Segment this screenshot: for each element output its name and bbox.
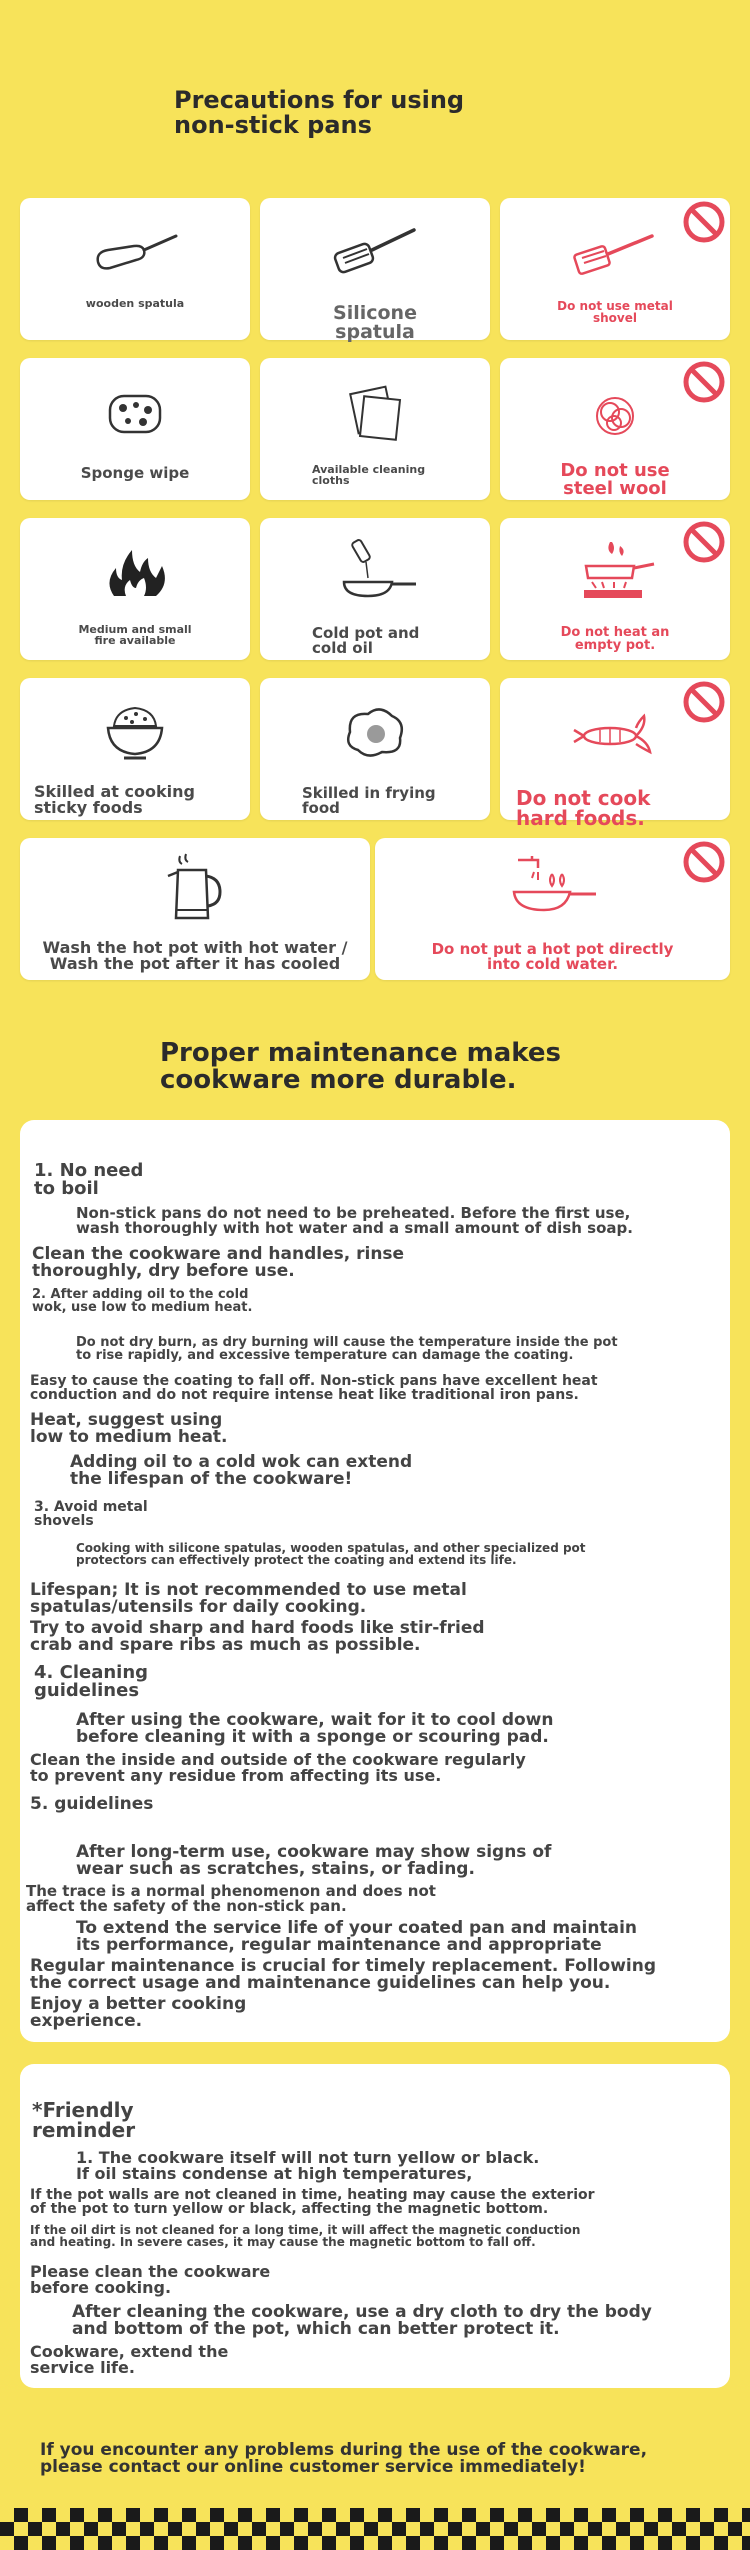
wooden-spatula-icon xyxy=(90,212,180,292)
body-text: Enjoy a better cooking experience. xyxy=(30,1994,247,2031)
card-silicone-spatula xyxy=(260,198,490,343)
card-label: Skilled at cooking sticky foods xyxy=(34,782,195,817)
body-text: If the pot walls are not cleaned in time, heating may cause the exterior of the pot to turn yellow or black, affecting the magnetic bottom. xyxy=(30,2187,595,2217)
body-text: Easy to cause the coating to fall off. Non-stick pans have excellent heat conduction and do not require intense heat like traditional iron pans. xyxy=(30,1373,598,1403)
body-text: The trace is a normal phenomenon and does not affect the safety of the non-stick pan. xyxy=(26,1882,436,1915)
card-label: Skilled in frying food xyxy=(302,784,436,817)
body-text: Adding oil to a cold wok can extend the lifespan of the cookware! xyxy=(70,1452,413,1489)
body-text: Cookware, extend the service life. xyxy=(30,2342,229,2377)
body-text: Try to avoid sharp and hard foods like stir-fried crab and spare ribs as much as possible. xyxy=(30,1618,485,1655)
body-text: Please clean the cookware before cooking. xyxy=(30,2262,271,2297)
body-text: 1. The cookware itself will not turn yellow or black. If oil stains condense at high temperatures, xyxy=(76,2148,540,2183)
body-text: After using the cookware, wait for it to cool down before cleaning it with a sponge or scouring pad. xyxy=(76,1710,554,1747)
card-label: Wash the hot pot with hot water / Wash the pot after it has cooled xyxy=(42,938,348,973)
empty-pot-on-stove-icon xyxy=(570,532,660,612)
oil-pan-icon xyxy=(330,532,420,612)
body-text: After long-term use, cookware may show signs of wear such as scratches, stains, or fading. xyxy=(76,1842,552,1879)
rice-bowl-icon xyxy=(90,692,180,772)
section-heading: 2. After adding oil to the cold wok, use low to medium heat. xyxy=(32,1287,253,1315)
prohibited-icon xyxy=(682,840,726,884)
card-no-metal-shovel xyxy=(500,198,730,340)
body-text: Clean the inside and outside of the cookware regularly to prevent any residue from affecting its use. xyxy=(30,1750,526,1785)
page-title: Precautions for using non-stick pans xyxy=(174,86,465,140)
maintenance-panel xyxy=(20,1120,730,2042)
fire-icon xyxy=(90,532,180,612)
card-label: Do not cook hard foods. xyxy=(516,786,651,830)
card-no-empty-pot xyxy=(500,518,730,660)
body-text: If the oil dirt is not cleaned for a long time, it will affect the magnetic conduction and heating. In severe cases, it may cause the magnetic bottom to fall off. xyxy=(30,2223,581,2249)
card-no-hard-foods xyxy=(500,678,730,830)
body-text: Lifespan; It is not recommended to use metal spatulas/utensils for daily cooking. xyxy=(30,1580,467,1617)
body-text: Cooking with silicone spatulas, wooden spatulas, and other specialized pot protectors can effectively protect the coating and extend its life. xyxy=(76,1541,586,1567)
body-text: Heat, suggest using low to medium heat. xyxy=(30,1410,228,1447)
section-heading: 4. Cleaning guidelines xyxy=(34,1662,149,1701)
card-label: Do not put a hot pot directly into cold water. xyxy=(431,940,674,973)
body-text: To extend the service life of your coated pan and maintain its performance, regular maintenance and appropriate xyxy=(76,1918,638,1955)
card-medium-fire xyxy=(20,518,250,660)
maintenance-title: Proper maintenance makes cookware more durable. xyxy=(160,1038,561,1096)
section-heading: 5. guidelines xyxy=(30,1794,154,1814)
card-label: Available cleaning cloths xyxy=(312,463,426,487)
card-label: Do not heat an empty pot. xyxy=(560,625,670,653)
card-label: Do not use metal shovel xyxy=(557,299,673,325)
body-text: Non-stick pans do not need to be preheated. Before the first use, wash thoroughly with hot water and a small amount of dish soap. xyxy=(76,1204,633,1237)
silicone-spatula-icon xyxy=(330,212,420,292)
section-heading: 1. No need to boil xyxy=(34,1160,144,1199)
metal-shovel-icon xyxy=(570,212,660,292)
section-heading: 3. Avoid metal shovels xyxy=(34,1499,148,1529)
steel-wool-icon xyxy=(570,372,660,452)
footer-contact-text: If you encounter any problems during the use of the cookware, please contact our online customer service immediately! xyxy=(40,2440,648,2477)
body-text: After cleaning the cookware, use a dry cloth to dry the body and bottom of the pot, which can better protect it. xyxy=(72,2302,652,2339)
reminder-heading: *Friendly reminder xyxy=(32,2098,136,2142)
card-wash-hot-pot xyxy=(20,838,370,980)
kettle-icon xyxy=(150,846,240,926)
sponge-icon xyxy=(90,372,180,452)
fried-egg-icon xyxy=(330,692,420,772)
card-label: Cold pot and cold oil xyxy=(312,624,420,657)
card-label: Silicone spatula xyxy=(333,302,417,343)
body-text: Clean the cookware and handles, rinse thoroughly, dry before use. xyxy=(32,1244,405,1281)
card-frying-food xyxy=(260,678,490,820)
card-cold-pot-cold-oil xyxy=(260,518,490,660)
card-label: Do not use steel wool xyxy=(560,460,670,499)
prohibited-icon xyxy=(682,200,726,244)
prohibited-icon xyxy=(682,680,726,724)
card-sponge-wipe xyxy=(20,358,250,500)
card-no-steel-wool xyxy=(500,358,730,500)
checkered-border xyxy=(0,2508,750,2550)
prohibited-icon xyxy=(682,520,726,564)
card-label: wooden spatula xyxy=(85,297,185,310)
prohibited-icon xyxy=(682,360,726,404)
card-no-cold-water xyxy=(375,838,730,980)
hot-pot-water-icon xyxy=(493,846,613,926)
card-label: Medium and small fire available xyxy=(78,623,192,647)
card-label: Sponge wipe xyxy=(80,464,190,482)
reminder-panel xyxy=(20,2064,730,2388)
card-sticky-foods xyxy=(20,678,250,820)
card-wooden-spatula xyxy=(20,198,250,340)
cleaning-cloth-icon xyxy=(330,372,420,452)
card-cleaning-cloths xyxy=(260,358,490,500)
body-text: Regular maintenance is crucial for timely replacement. Following the correct usage and maintenance guidelines can help you. xyxy=(30,1956,656,1993)
body-text: Do not dry burn, as dry burning will cause the temperature inside the pot to rise rapidly, and excessive temperature can damage the coating. xyxy=(76,1335,618,1363)
lobster-icon xyxy=(570,692,660,772)
